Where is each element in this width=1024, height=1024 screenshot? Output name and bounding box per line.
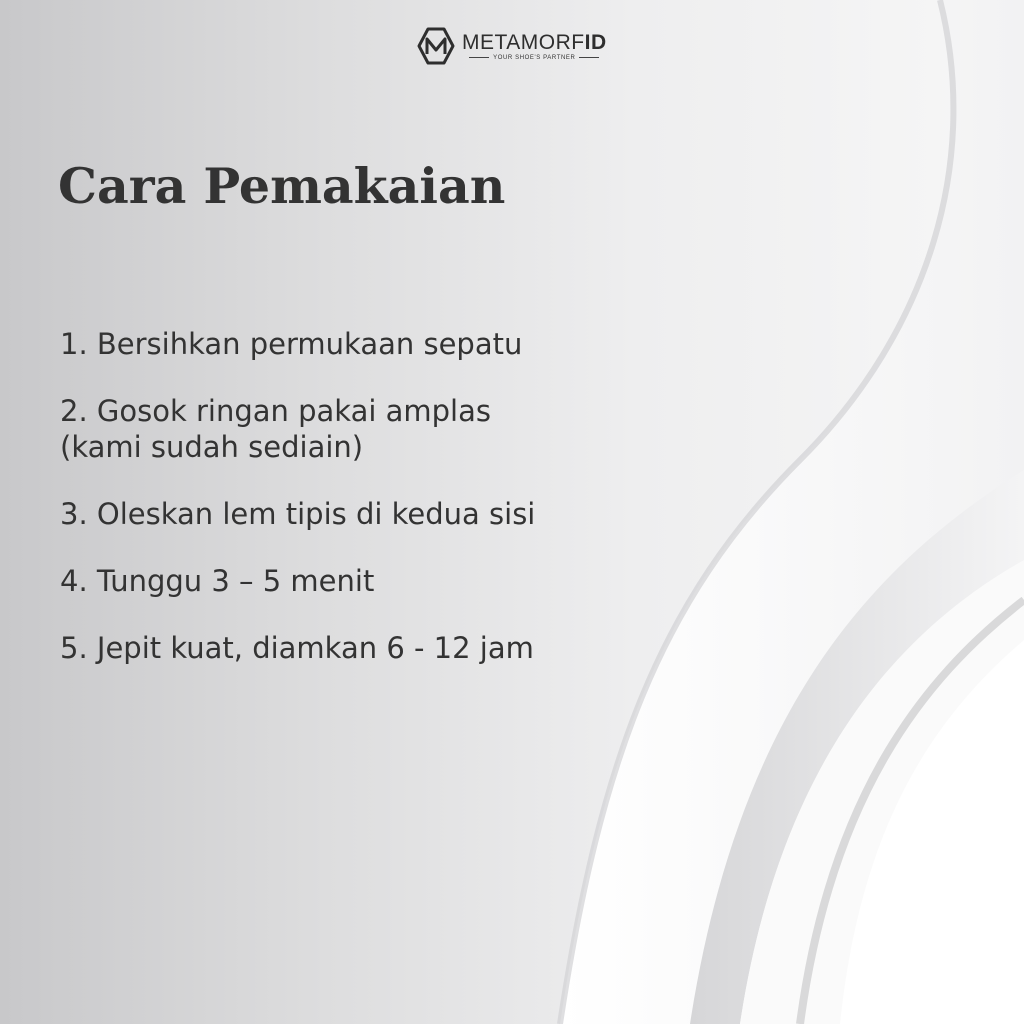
step-item [60,393,660,465]
tagline-row [469,55,599,61]
step-text: 3. Oleskan lem tipis di kedua sisi [60,497,536,531]
hexagon-m-icon [416,26,456,66]
brand-logo [416,26,607,66]
step-item [60,563,660,599]
step-text-continued: (kami sudah sediain) [60,430,364,464]
step-item [60,496,660,532]
tagline-rule-right [579,57,599,58]
brand-name [462,32,607,54]
brand-name-prefix: METAMORF [462,30,585,54]
brand-wordmark [462,32,607,61]
step-text: 5. Jepit kuat, diamkan 6 - 12 jam [60,631,534,665]
page-title: Cara Pemakaian [58,157,506,215]
brand-name-suffix: ID [584,30,607,54]
steps-list [60,326,660,697]
step-text: 4. Tunggu 3 – 5 menit [60,564,375,598]
step-text: 2. Gosok ringan pakai amplas [60,394,491,428]
step-item [60,326,660,362]
brand-tagline: YOUR SHOE'S PARTNER [493,54,576,61]
tagline-rule-left [469,57,489,58]
step-text: 1. Bersihkan permukaan sepatu [60,327,523,361]
step-item [60,630,660,666]
